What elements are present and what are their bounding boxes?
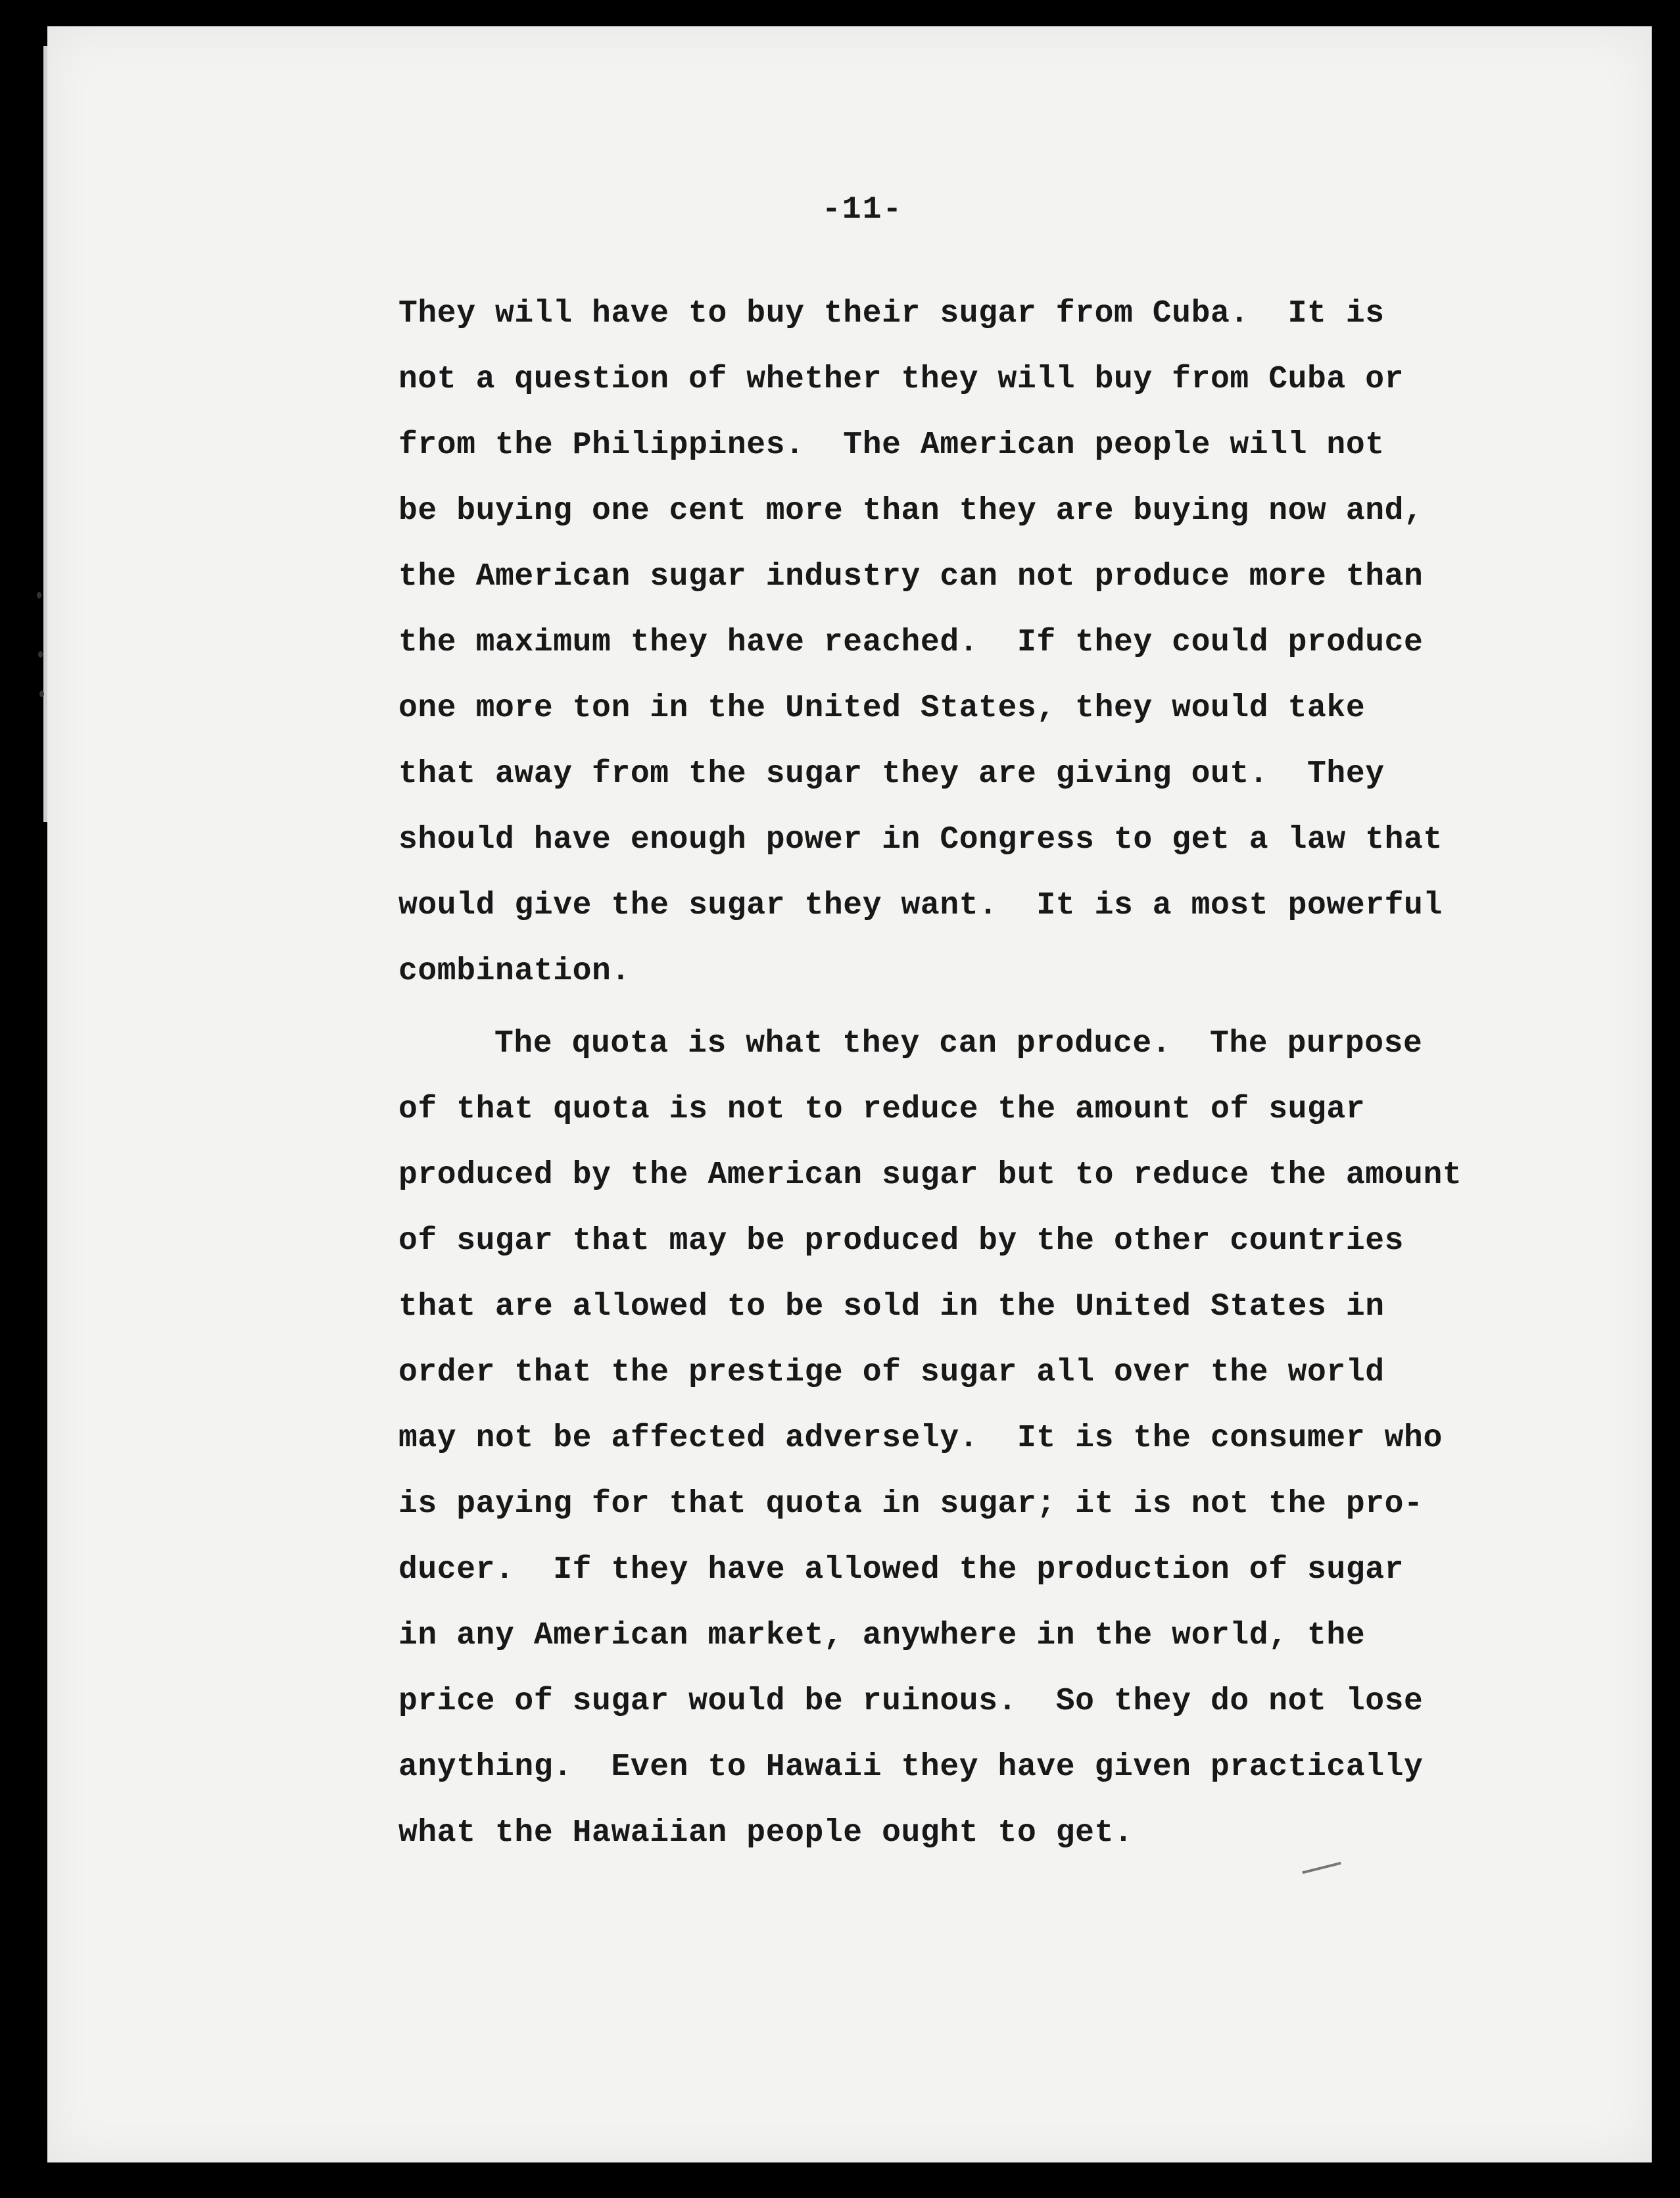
text-line: is paying for that quota in sugar; it is not the pro- <box>398 1486 1424 1522</box>
page-number: -11- <box>822 192 903 228</box>
margin-speck <box>39 691 44 697</box>
text-line: They will have to buy their sugar from Cuba. It is <box>398 296 1385 331</box>
text-line: that away from the sugar they are giving out. They <box>398 756 1385 792</box>
text-line: produced by the American sugar but to reduce the amount <box>398 1158 1462 1193</box>
text-line: of that quota is not to reduce the amount of sugar <box>398 1092 1366 1127</box>
text-line: that are allowed to be sold in the United States in <box>398 1289 1385 1325</box>
text-line: price of sugar would be ruinous. So they do not lose <box>398 1684 1424 1719</box>
text-line: of sugar that may be produced by the other countries <box>398 1223 1404 1259</box>
text-line: The quota is what they can produce. The purpose <box>494 1026 1423 1062</box>
text-line: would give the sugar they want. It is a most powerful <box>398 888 1443 923</box>
text-line: in any American market, anywhere in the world, the <box>398 1618 1366 1653</box>
text-line: what the Hawaiian people ought to get. <box>398 1815 1134 1851</box>
text-line: ducer. If they have allowed the production of sugar <box>398 1552 1404 1588</box>
text-line: should have enough power in Congress to get a law that <box>398 822 1443 858</box>
text-line: the American sugar industry can not produce more than <box>398 559 1424 595</box>
text-line: anything. Even to Hawaii they have given practically <box>398 1749 1424 1785</box>
margin-speck <box>38 651 43 658</box>
text-line: order that the prestige of sugar all over the world <box>398 1355 1385 1390</box>
text-line: one more ton in the United States, they would take <box>398 691 1366 726</box>
text-line: not a question of whether they will buy from Cuba or <box>398 362 1404 397</box>
text-line: be buying one cent more than they are buying now and, <box>398 493 1424 529</box>
text-line: from the Philippines. The American people will not <box>398 427 1385 463</box>
text-line: combination. <box>398 954 631 989</box>
text-line: the maximum they have reached. If they could produce <box>398 625 1424 660</box>
text-line: may not be affected adversely. It is the consumer who <box>398 1421 1443 1456</box>
margin-speck <box>37 592 41 598</box>
